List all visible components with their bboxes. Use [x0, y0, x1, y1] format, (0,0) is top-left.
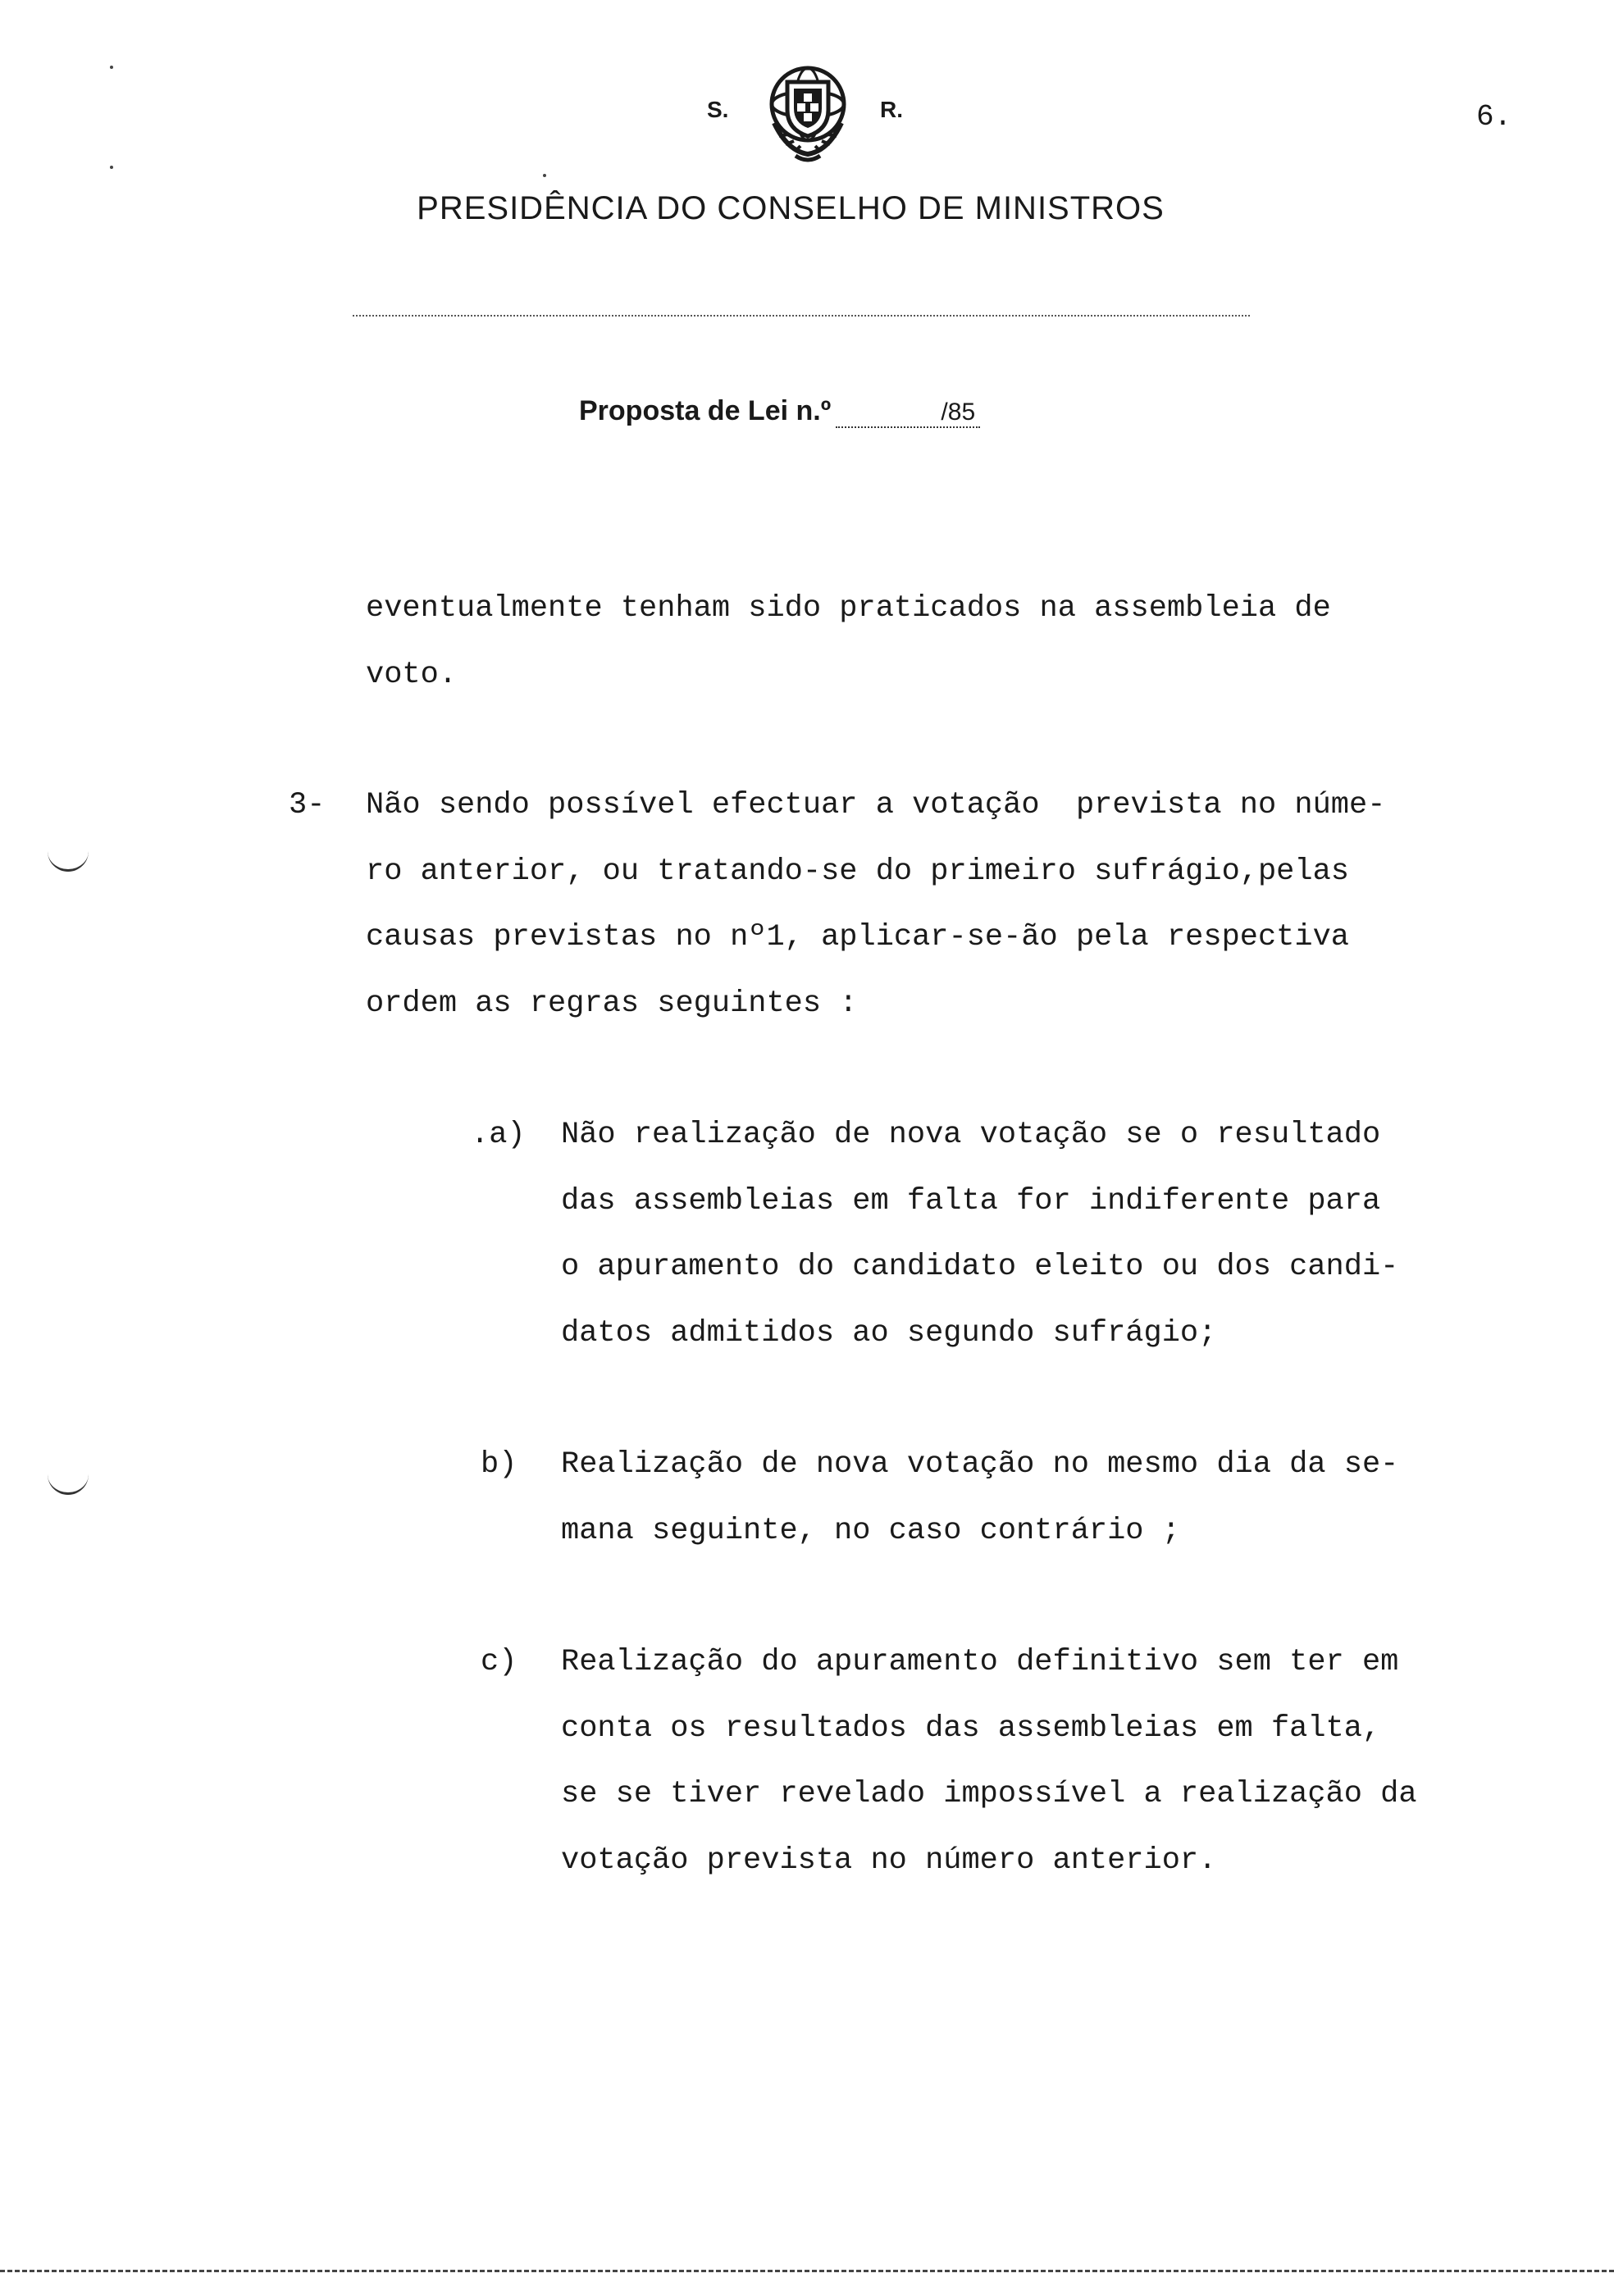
proposal-reference	[579, 395, 980, 428]
proposal-number: /85	[836, 399, 980, 428]
ink-speck	[110, 66, 113, 69]
page-number: 6.	[1476, 100, 1512, 134]
text-line: conta os resultados das assembleias em falta,	[561, 1711, 1381, 1746]
dotted-separator	[353, 315, 1250, 317]
text-line: datos admitidos ao segundo sufrágio;	[561, 1315, 1217, 1351]
institution-title	[0, 190, 1614, 227]
text-line: Realização de nova votação no mesmo dia da se-	[561, 1447, 1399, 1482]
sub-item-b-marker: b)	[481, 1447, 517, 1482]
coat-of-arms-emblem-icon	[763, 59, 853, 166]
header-letter-r: R.	[880, 97, 903, 122]
bottom-scan-edge	[0, 2270, 1614, 2272]
text-line: se se tiver revelado impossível a realização da	[561, 1777, 1417, 1811]
sub-item-c-marker: c)	[481, 1645, 517, 1679]
text-line: causas previstas no nº1, aplicar-se-ão pela respectiva	[366, 920, 1349, 954]
text-line: o apuramento do candidato eleito ou dos candi-	[561, 1250, 1399, 1284]
margin-punch-mark	[48, 1473, 89, 1495]
institution-title-text: PRESIDÊNCIA DO CONSELHO DE MINISTROS	[417, 190, 1165, 226]
sub-item-a-paragraph	[561, 1102, 1398, 1366]
text-line: voto.	[366, 657, 458, 692]
header-letter-s: S.	[707, 97, 729, 122]
item-3-marker: 3-	[289, 788, 326, 822]
text-line: ordem as regras seguintes :	[366, 986, 858, 1021]
text-line: das assembleias em falta for indiferente para	[561, 1183, 1381, 1219]
sub-item-b-paragraph	[561, 1432, 1398, 1564]
proposal-label: Proposta de Lei n.º	[579, 395, 832, 426]
sub-item-a-marker: .a)	[471, 1118, 526, 1152]
text-line: Não realização de nova votação se o resultado	[561, 1118, 1381, 1152]
text-line: eventualmente tenham sido praticados na assembleia de	[366, 591, 1331, 626]
ink-speck	[110, 166, 113, 169]
item-3-paragraph	[366, 772, 1385, 1036]
text-line: Não sendo possível efectuar a votação prevista no núme-	[366, 788, 1386, 822]
continuation-paragraph	[366, 576, 1331, 708]
text-line: Realização do apuramento definitivo sem ter em	[561, 1645, 1399, 1679]
sub-item-c-paragraph	[561, 1629, 1417, 1893]
text-line: ro anterior, ou tratando-se do primeiro sufrágio,pelas	[366, 854, 1349, 889]
text-line: votação prevista no número anterior.	[561, 1843, 1217, 1878]
margin-punch-mark	[48, 850, 89, 872]
text-line: mana seguinte, no caso contrário ;	[561, 1513, 1180, 1548]
ink-speck	[543, 174, 546, 177]
